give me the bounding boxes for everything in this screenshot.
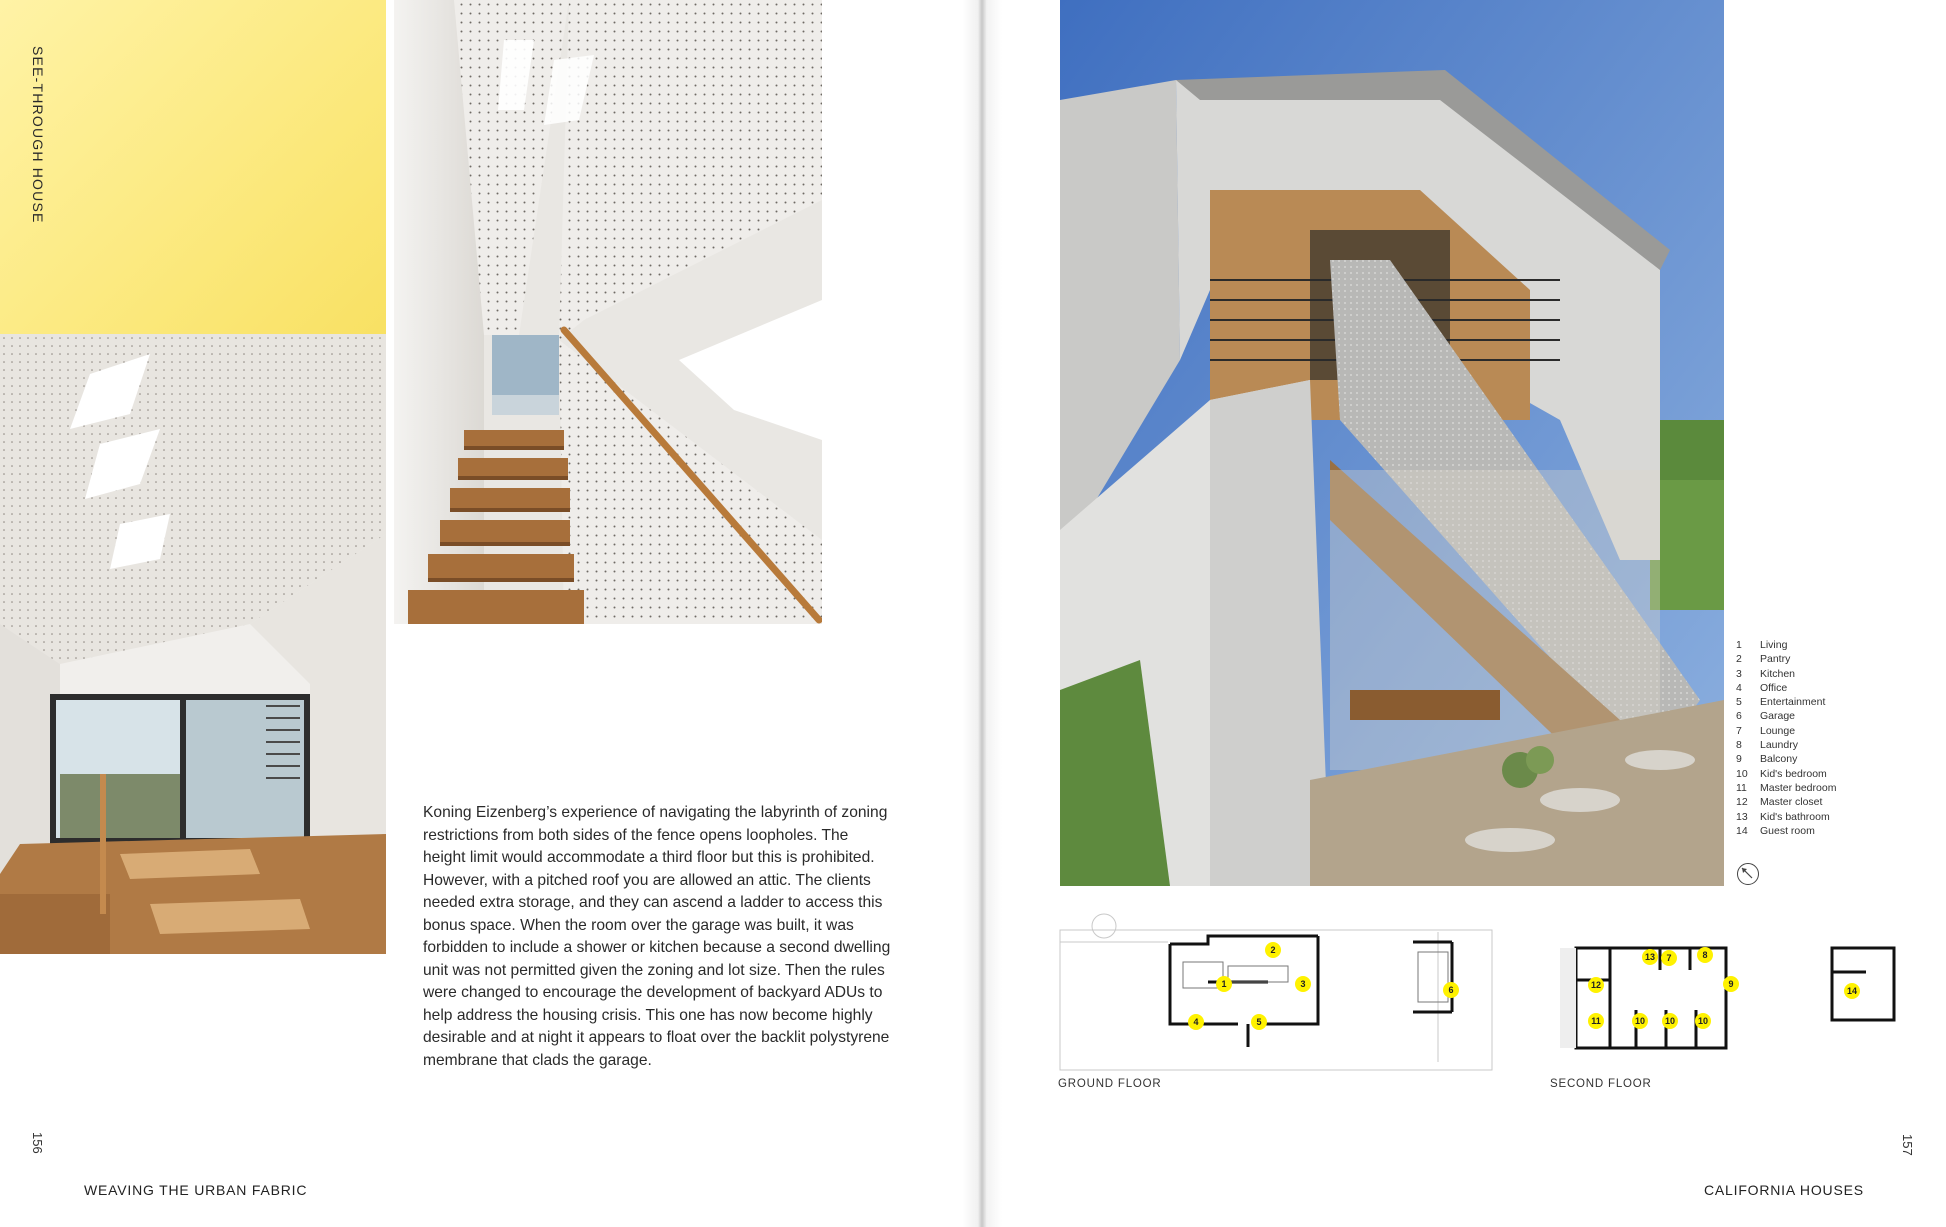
room-legend: [1736, 638, 1936, 838]
room-number-marker: 14: [1844, 983, 1860, 999]
legend-item: 12 Master closet: [1736, 796, 1823, 809]
legend-item: 1 Living: [1736, 639, 1788, 651]
legend-item: 9 Balcony: [1736, 753, 1798, 766]
body-paragraph: Koning Eizenberg’s experience of navigating the labyrinth of zoning restrictions from both sides of the fence opens loopholes. The height limit would accommodate a third floor but this is prohibited. However, with a pitched roof you are allowed an attic. The clients needed extra storage, and they can ascend a ladder to access this bonus space. When the room over the garage was built, it was forbidden to include a shower or kitchen because a second dwelling unit was not permitted given the zoning and lot size. Then the rules were changed to encourage the development of backyard ADUs to help address the housing crisis. This one has now become highly desirable and at night it appears to float over the backlit polystyrene membrane that clads the garage.: [423, 804, 891, 1069]
room-number-marker: 2: [1265, 942, 1281, 958]
ground-floor-label: GROUND FLOOR: [1058, 1078, 1162, 1090]
room-number-marker: 13: [1642, 949, 1658, 965]
section-title: SEE-THROUGH HOUSE: [30, 46, 46, 224]
page-number-right: 157: [1900, 1134, 1915, 1156]
room-number-marker: 10: [1695, 1013, 1711, 1029]
legend-item: 8 Laundry: [1736, 739, 1798, 752]
legend-item: 14 Guest room: [1736, 824, 1815, 837]
book-gutter: [962, 0, 1002, 1227]
running-footer-left: WEAVING THE URBAN FABRIC: [84, 1182, 308, 1198]
room-number-marker: 5: [1251, 1014, 1267, 1030]
legend-item: 6 Garage: [1736, 710, 1796, 723]
room-number-marker: 8: [1697, 947, 1713, 963]
room-number-marker: 11: [1588, 1013, 1604, 1029]
room-number-marker: 9: [1723, 976, 1739, 992]
room-number-marker: 3: [1295, 976, 1311, 992]
room-number-marker: 1: [1216, 976, 1232, 992]
legend-item: 5 Entertainment: [1736, 696, 1826, 709]
legend-item: 2 Pantry: [1736, 653, 1791, 666]
north-arrow-icon: [1736, 862, 1760, 886]
room-number-marker: 7: [1661, 950, 1677, 966]
legend-item: 4 Office: [1736, 681, 1788, 694]
legend-item: 7 Lounge: [1736, 724, 1796, 737]
room-number-marker: 12: [1588, 977, 1604, 993]
legend-item: 11 Master bedroom: [1736, 781, 1837, 794]
room-number-marker: 4: [1188, 1014, 1204, 1030]
room-number-marker: 6: [1443, 982, 1459, 998]
room-number-marker: 10: [1632, 1013, 1648, 1029]
second-floor-label: SECOND FLOOR: [1550, 1078, 1652, 1090]
attic-plan: [1826, 942, 1900, 1026]
staircase-photo: [394, 0, 822, 624]
interior-photo: [0, 334, 386, 954]
legend-item: 3 Kitchen: [1736, 667, 1796, 680]
ground-floor-plan: [1058, 912, 1498, 1072]
running-footer-right: CALIFORNIA HOUSES: [1704, 1182, 1864, 1198]
exterior-photo: [1060, 0, 1724, 886]
legend-item: 13 Kid's bathroom: [1736, 810, 1830, 823]
page-number-left: 156: [30, 1132, 45, 1154]
legend-item: 10 Kid's bedroom: [1736, 767, 1827, 780]
room-number-marker: 10: [1662, 1013, 1678, 1029]
